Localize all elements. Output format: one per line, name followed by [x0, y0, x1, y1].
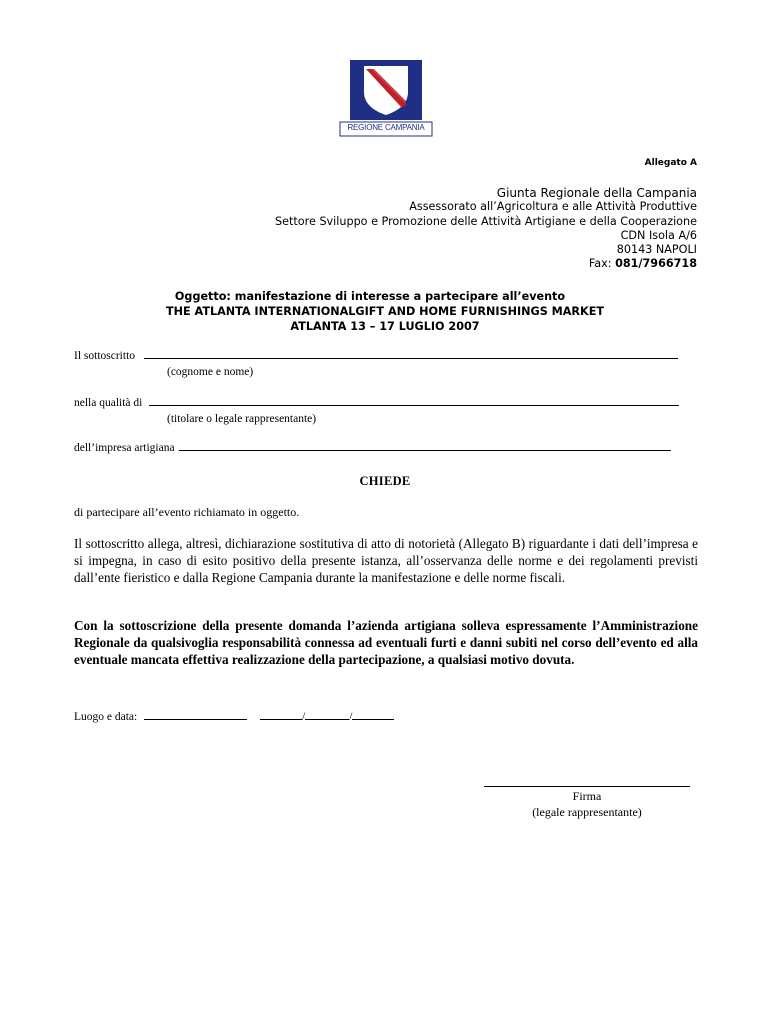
address-line: CDN Isola A/6 — [620, 228, 697, 242]
liability-paragraph: Con la sottoscrizione della presente domanda l’azienda artigiana solleva espressamente l’Amministrazione Regionale da qualsivoglia responsabilità connessa ad eventuali furti e danni subiti nel corso dell’evento ed alla eventuale mancata effettiva realizzazione della partecipazione, a qualsiasi motivo dovuta. — [74, 618, 698, 667]
firma-label: Firma — [572, 789, 602, 803]
impresa-field[interactable] — [179, 449, 671, 451]
sottoscritto-label: Il sottoscritto — [74, 350, 136, 362]
luogo-label: Luogo e data: — [74, 711, 138, 723]
sottoscritto-field[interactable] — [144, 357, 678, 359]
chiede-heading: CHIEDE — [359, 474, 411, 488]
address-line: Settore Sviluppo e Promozione delle Attività Artigiane e della Cooperazione — [275, 214, 697, 228]
logo-caption: REGIONE CAMPANIA — [347, 123, 425, 132]
subject-block — [0, 289, 770, 334]
allegato-label: Allegato A — [644, 158, 697, 168]
date-year-field[interactable] — [352, 718, 394, 720]
signature-field[interactable] — [484, 786, 690, 787]
event-title: THE ATLANTA INTERNATIONALGIFT AND HOME FURNISHINGS MARKET — [166, 305, 604, 318]
qualita-field[interactable] — [149, 404, 679, 406]
qualita-hint: (titolare o legale rappresentante) — [167, 413, 317, 425]
address-line: Assessorato all’Agricoltura e alle Attività Produttive — [409, 200, 697, 214]
qualita-row — [74, 397, 679, 409]
fax-line — [275, 257, 697, 271]
declaration-paragraph: Il sottoscritto allega, altresì, dichiarazione sostitutiva di atto di notorietà (Allegato B) riguardante i dati dell’impresa e si impegna, in caso di esito positivo della presente istanza, all’osservanza delle norme e dei regolamenti previsti dall’ente fieristico e dalla Regione Campania durante la manifestazione e delle norme fiscali. — [74, 536, 698, 586]
firma-sublabel: (legale rappresentante) — [532, 805, 642, 819]
qualita-label: nella qualità di — [74, 397, 143, 409]
date-day-field[interactable] — [260, 718, 302, 720]
address-line: 80143 NAPOLI — [616, 243, 697, 257]
intro-text: di partecipare all’evento richiamato in oggetto. — [74, 505, 300, 519]
address-line: Giunta Regionale della Campania — [496, 186, 697, 200]
luogo-field[interactable] — [144, 718, 247, 720]
sottoscritto-hint: (cognome e nome) — [167, 366, 254, 378]
subject-line: Oggetto: manifestazione di interesse a partecipare all’evento — [174, 290, 566, 303]
impresa-row — [74, 442, 671, 454]
luogo-data-row — [74, 711, 394, 723]
recipient-address — [275, 186, 697, 272]
fax-label: Fax: — [588, 257, 616, 271]
event-dates: ATLANTA 13 – 17 LUGLIO 2007 — [290, 320, 480, 333]
fax-number: 081/7966718 — [615, 257, 697, 271]
date-separator: / — [349, 711, 353, 723]
date-month-field[interactable] — [305, 718, 349, 720]
sottoscritto-row — [74, 350, 678, 362]
impresa-label: dell’impresa artigiana — [74, 442, 175, 454]
date-separator: / — [301, 711, 306, 723]
